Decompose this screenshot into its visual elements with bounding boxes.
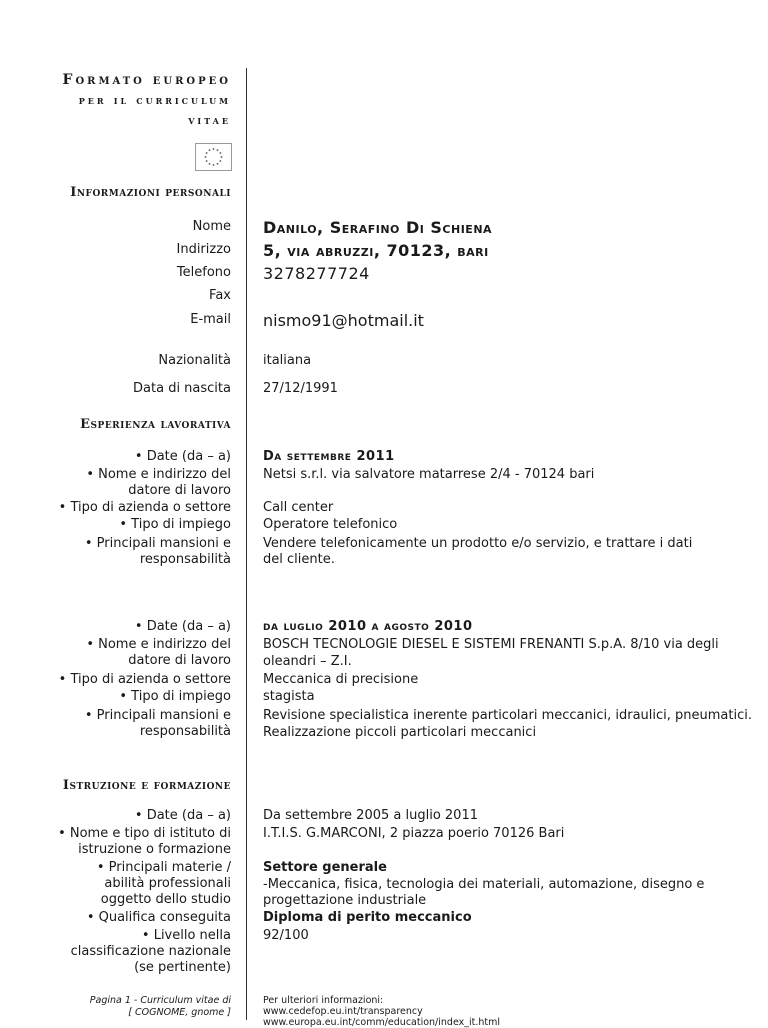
edu-school-value: I.T.I.S. G.MARCONI, 2 piazza poerio 70126 Bari (263, 826, 565, 841)
section-education: Istruzione e formazione (62, 778, 231, 793)
section-personal-info: Informazioni personali (70, 185, 231, 200)
cv-title-line-3: vitae (188, 113, 231, 127)
nationality-value: italiana (263, 353, 312, 368)
job-employer-label: • Nome e indirizzo del (86, 467, 231, 482)
edu-subjects-label-cont: abilità professionali (104, 876, 231, 891)
edu-level-label: • Livello nella (141, 928, 231, 943)
nationality-label: Nazionalità (158, 353, 231, 368)
footer-info-label: Per ulteriori informazioni: (263, 995, 384, 1006)
email-value: nismo91@hotmail.it (263, 311, 424, 330)
birth-date-value: 27/12/1991 (263, 381, 338, 396)
edu-qualification-value: Diploma di perito meccanico (263, 910, 472, 925)
cv-title-line-2: per il curriculum (78, 93, 231, 107)
job-duties-label-cont: responsabilità (139, 552, 231, 567)
job-sector-value: Meccanica di precisione (263, 672, 419, 687)
job-employer-value-cont: oleandri – Z.I. (263, 654, 352, 669)
job-type-value: Operatore telefonico (263, 517, 398, 532)
birth-date-label: Data di nascita (133, 381, 231, 396)
job-employer-label: • Nome e indirizzo del (86, 637, 231, 652)
column-divider (246, 68, 247, 1020)
job-employer-value: Netsi s.r.l. via salvatore matarrese 2/4 - 70124 bari (263, 467, 595, 482)
job-date-value: Da settembre 2011 (263, 449, 395, 464)
job-employer-value: BOSCH TECNOLOGIE DIESEL E SISTEMI FRENANTI S.p.A. 8/10 via degli (263, 637, 719, 652)
edu-level-label-cont-2: (se pertinente) (134, 960, 231, 975)
footer-link-europa[interactable]: www.europa.eu.int/comm/education/index_it.html (263, 1017, 501, 1028)
job-duties-label-cont: responsabilità (139, 724, 231, 739)
footer-page-name: [ COGNOME, gnome ] (128, 1007, 231, 1018)
job-date-value: da luglio 2010 a agosto 2010 (263, 619, 473, 634)
section-work-experience: Esperienza lavorativa (80, 417, 231, 432)
job-date-label: • Date (da – a) (134, 619, 231, 634)
edu-subjects-label: • Principali materie / (96, 860, 231, 875)
footer-page-info: Pagina 1 - Curriculum vitae di (89, 995, 231, 1006)
job-duties-label: • Principali mansioni e (84, 708, 231, 723)
cv-title-line-1: Formato europeo (62, 72, 231, 88)
edu-level-value: 92/100 (263, 928, 309, 943)
job-duties-value-cont: del cliente. (263, 552, 335, 567)
edu-subjects-value-cont: progettazione industriale (263, 893, 427, 908)
edu-date-label: • Date (da – a) (134, 808, 231, 823)
fax-label: Fax (209, 288, 231, 303)
name-label: Nome (192, 219, 231, 234)
edu-subjects-label-cont-2: oggetto dello studio (100, 892, 231, 907)
job-employer-label-cont: datore di lavoro (128, 483, 231, 498)
eu-flag-icon (195, 143, 232, 171)
edu-qualification-label: • Qualifica conseguita (86, 910, 231, 925)
job-sector-value: Call center (263, 500, 334, 515)
job-type-label: • Tipo di impiego (119, 689, 231, 704)
job-sector-label: • Tipo di azienda o settore (58, 500, 231, 515)
name-value: Danilo, Serafino Di Schiena (263, 218, 493, 237)
job-date-label: • Date (da – a) (134, 449, 231, 464)
job-duties-label: • Principali mansioni e (84, 536, 231, 551)
edu-date-value: Da settembre 2005 a luglio 2011 (263, 808, 478, 823)
job-sector-label: • Tipo di azienda o settore (58, 672, 231, 687)
job-duties-value: Vendere telefonicamente un prodotto e/o servizio, e trattare i dati (263, 536, 693, 551)
email-label: E-mail (190, 312, 231, 327)
edu-school-label-cont: istruzione o formazione (78, 842, 231, 857)
address-label: Indirizzo (176, 242, 231, 257)
phone-label: Telefono (176, 265, 231, 280)
edu-level-label-cont: classificazione nazionale (70, 944, 231, 959)
edu-school-label: • Nome e tipo di istituto di (58, 826, 231, 841)
job-duties-value-cont: Realizzazione piccoli particolari meccanici (263, 725, 537, 740)
address-value: 5, via abruzzi, 70123, bari (263, 241, 489, 260)
job-employer-label-cont: datore di lavoro (128, 653, 231, 668)
job-type-label: • Tipo di impiego (119, 517, 231, 532)
edu-subjects-heading: Settore generale (263, 860, 387, 875)
edu-subjects-value: -Meccanica, fisica, tecnologia dei materiali, automazione, disegno e (263, 877, 705, 892)
footer-link-cedefop[interactable]: www.cedefop.eu.int/transparency (263, 1006, 423, 1017)
job-type-value: stagista (263, 689, 315, 704)
phone-value: 3278277724 (263, 264, 370, 283)
job-duties-value: Revisione specialistica inerente particolari meccanici, idraulici, pneumatici. (263, 708, 752, 723)
